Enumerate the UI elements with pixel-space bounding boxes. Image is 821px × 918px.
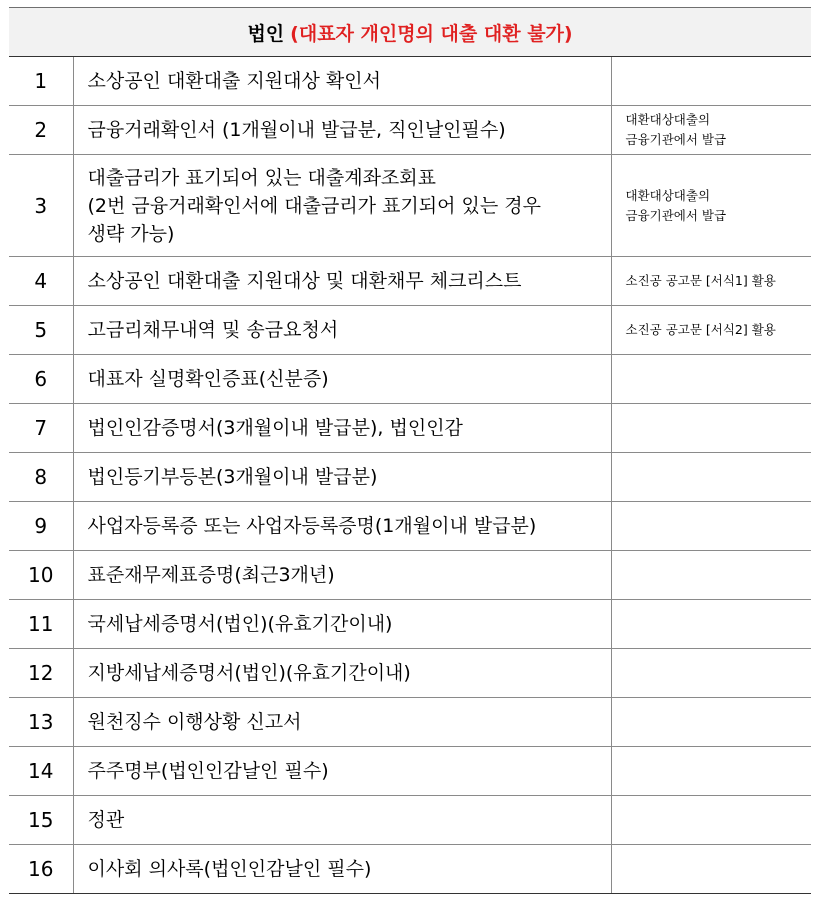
row-document-name: 국세납세증명서(법인)(유효기간이내) (73, 600, 611, 649)
row-note (611, 600, 811, 649)
row-document-name: 지방세납세증명서(법인)(유효기간이내) (73, 649, 611, 698)
row-note (611, 404, 811, 453)
table-header-row (9, 8, 811, 57)
row-note (611, 649, 811, 698)
table-row (9, 155, 811, 257)
row-document-name: 소상공인 대환대출 지원대상 및 대환채무 체크리스트 (73, 257, 611, 306)
row-number: 1 (9, 57, 73, 106)
row-number: 6 (9, 355, 73, 404)
table-row (9, 502, 811, 551)
row-number: 13 (9, 698, 73, 747)
table-row (9, 551, 811, 600)
table-row (9, 404, 811, 453)
row-note (611, 57, 811, 106)
row-document-name: 법인등기부등본(3개월이내 발급분) (73, 453, 611, 502)
table-row (9, 453, 811, 502)
row-note (611, 355, 811, 404)
document-table-container (9, 7, 811, 894)
table-row (9, 106, 811, 155)
row-number: 11 (9, 600, 73, 649)
row-number: 16 (9, 845, 73, 894)
row-number: 8 (9, 453, 73, 502)
table-row (9, 57, 811, 106)
row-document-name: 정관 (73, 796, 611, 845)
row-document-name: 금융거래확인서 (1개월이내 발급분, 직인날인필수) (73, 106, 611, 155)
row-document-name: 대출금리가 표기되어 있는 대출계좌조회표 (2번 금융거래확인서에 대출금리가 표기되어 있는 경우 생략 가능) (73, 155, 611, 257)
row-number: 14 (9, 747, 73, 796)
row-document-name: 소상공인 대환대출 지원대상 확인서 (73, 57, 611, 106)
row-number: 7 (9, 404, 73, 453)
row-note: 소진공 공고문 [서식1] 활용 (611, 257, 811, 306)
table-row (9, 698, 811, 747)
row-number: 5 (9, 306, 73, 355)
row-document-name: 원천징수 이행상황 신고서 (73, 698, 611, 747)
row-document-name: 표준재무제표증명(최근3개년) (73, 551, 611, 600)
row-number: 3 (9, 155, 73, 257)
table-row (9, 747, 811, 796)
row-note (611, 747, 811, 796)
row-document-name: 법인인감증명서(3개월이내 발급분), 법인인감 (73, 404, 611, 453)
required-documents-table (9, 7, 811, 894)
row-number: 12 (9, 649, 73, 698)
row-document-name: 이사회 의사록(법인인감날인 필수) (73, 845, 611, 894)
row-note: 대환대상대출의 금융기관에서 발급 (611, 106, 811, 155)
row-note (611, 845, 811, 894)
row-note (611, 698, 811, 747)
table-row (9, 306, 811, 355)
header-title: 법인 (247, 22, 285, 45)
row-note: 대환대상대출의 금융기관에서 발급 (611, 155, 811, 257)
row-document-name: 주주명부(법인인감날인 필수) (73, 747, 611, 796)
row-number: 15 (9, 796, 73, 845)
row-number: 10 (9, 551, 73, 600)
row-note (611, 453, 811, 502)
row-note (611, 502, 811, 551)
table-row (9, 845, 811, 894)
table-row (9, 355, 811, 404)
row-number: 2 (9, 106, 73, 155)
table-row (9, 796, 811, 845)
row-note (611, 551, 811, 600)
table-header-cell (9, 8, 811, 57)
row-document-name: 대표자 실명확인증표(신분증) (73, 355, 611, 404)
row-note (611, 796, 811, 845)
table-row (9, 649, 811, 698)
row-note: 소진공 공고문 [서식2] 활용 (611, 306, 811, 355)
row-number: 4 (9, 257, 73, 306)
row-number: 9 (9, 502, 73, 551)
row-document-name: 사업자등록증 또는 사업자등록증명(1개월이내 발급분) (73, 502, 611, 551)
header-note: (대표자 개인명의 대출 대환 불가) (290, 22, 573, 45)
table-row (9, 257, 811, 306)
table-row (9, 600, 811, 649)
row-document-name: 고금리채무내역 및 송금요청서 (73, 306, 611, 355)
